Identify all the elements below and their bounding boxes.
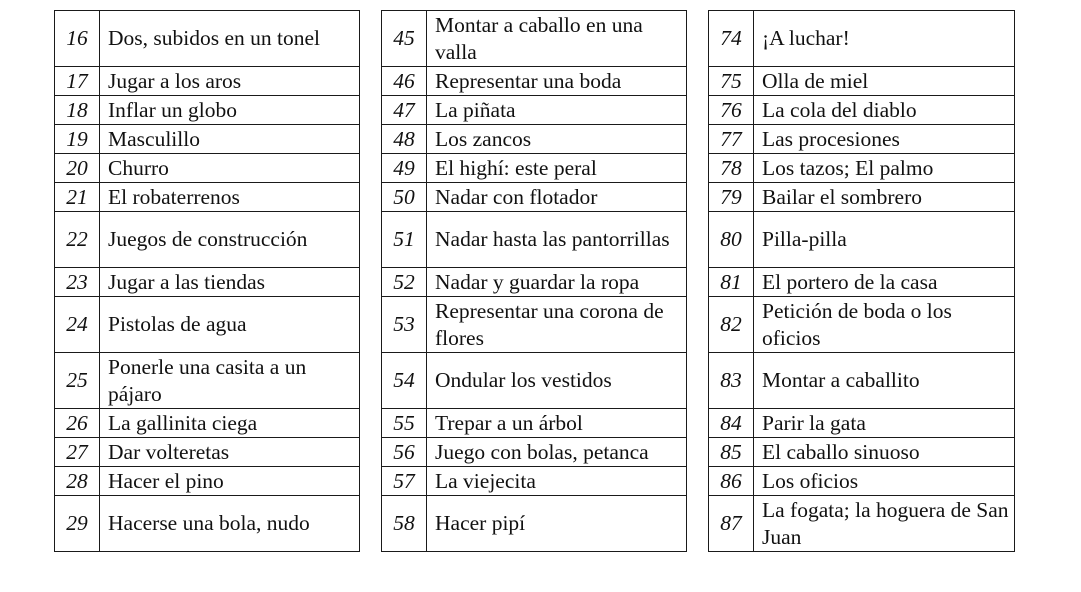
games-table-column-3 xyxy=(708,10,1015,552)
game-name: Parir la gata xyxy=(754,409,1015,438)
game-name: Nadar hasta las pantorrillas xyxy=(427,212,687,268)
entry-number: 82 xyxy=(709,297,754,353)
game-name: La cola del diablo xyxy=(754,96,1015,125)
table-row xyxy=(709,438,1015,467)
entry-number: 51 xyxy=(382,212,427,268)
table-row xyxy=(55,268,360,297)
game-name: Masculillo xyxy=(100,125,360,154)
game-name: El caballo sinuoso xyxy=(754,438,1015,467)
game-name: ¡A luchar! xyxy=(754,11,1015,67)
table-row xyxy=(55,409,360,438)
entry-number: 24 xyxy=(55,297,100,353)
entry-number: 85 xyxy=(709,438,754,467)
table-row xyxy=(709,212,1015,268)
table-row xyxy=(382,212,687,268)
entry-number: 86 xyxy=(709,467,754,496)
table-row xyxy=(55,96,360,125)
game-name: Churro xyxy=(100,154,360,183)
game-name: Trepar a un árbol xyxy=(427,409,687,438)
entry-number: 27 xyxy=(55,438,100,467)
entry-number: 21 xyxy=(55,183,100,212)
table-row xyxy=(382,125,687,154)
game-name: Montar a caballo en una valla xyxy=(427,11,687,67)
table-row xyxy=(382,183,687,212)
game-name: Las procesiones xyxy=(754,125,1015,154)
table-row xyxy=(55,496,360,552)
table-row xyxy=(709,297,1015,353)
entry-number: 87 xyxy=(709,496,754,552)
entry-number: 19 xyxy=(55,125,100,154)
game-name: Juegos de construcción xyxy=(100,212,360,268)
table-row xyxy=(55,212,360,268)
game-name: Olla de miel xyxy=(754,67,1015,96)
game-name: Pistolas de agua xyxy=(100,297,360,353)
table-row xyxy=(382,353,687,409)
game-name: La viejecita xyxy=(427,467,687,496)
game-name: Dar volteretas xyxy=(100,438,360,467)
games-table-column-2 xyxy=(381,10,687,552)
game-name: Jugar a las tiendas xyxy=(100,268,360,297)
table-row xyxy=(709,353,1015,409)
table-row xyxy=(709,183,1015,212)
game-name: El robaterrenos xyxy=(100,183,360,212)
game-name: Pilla-pilla xyxy=(754,212,1015,268)
game-name: Ponerle una casita a un pájaro xyxy=(100,353,360,409)
entry-number: 77 xyxy=(709,125,754,154)
table-row xyxy=(55,67,360,96)
game-name: Nadar y guardar la ropa xyxy=(427,268,687,297)
entry-number: 25 xyxy=(55,353,100,409)
game-name: Hacer pipí xyxy=(427,496,687,552)
game-name: Los tazos; El palmo xyxy=(754,154,1015,183)
table-row xyxy=(709,268,1015,297)
table-row xyxy=(382,297,687,353)
table-row xyxy=(55,125,360,154)
entry-number: 54 xyxy=(382,353,427,409)
table-row xyxy=(709,496,1015,552)
game-name: Juego con bolas, petanca xyxy=(427,438,687,467)
table-row xyxy=(55,297,360,353)
entry-number: 74 xyxy=(709,11,754,67)
game-name: Dos, subidos en un tonel xyxy=(100,11,360,67)
game-name: Ondular los vestidos xyxy=(427,353,687,409)
entry-number: 16 xyxy=(55,11,100,67)
table-row xyxy=(382,467,687,496)
entry-number: 20 xyxy=(55,154,100,183)
entry-number: 47 xyxy=(382,96,427,125)
table-row xyxy=(55,154,360,183)
entry-number: 78 xyxy=(709,154,754,183)
game-name: Montar a caballito xyxy=(754,353,1015,409)
table-row xyxy=(55,11,360,67)
entry-number: 26 xyxy=(55,409,100,438)
table-row xyxy=(709,467,1015,496)
game-name: Representar una corona de flores xyxy=(427,297,687,353)
game-name: Nadar con flotador xyxy=(427,183,687,212)
entry-number: 79 xyxy=(709,183,754,212)
game-name: Representar una boda xyxy=(427,67,687,96)
games-table-column-1 xyxy=(54,10,360,552)
entry-number: 55 xyxy=(382,409,427,438)
entry-number: 84 xyxy=(709,409,754,438)
entry-number: 83 xyxy=(709,353,754,409)
game-name: Bailar el sombrero xyxy=(754,183,1015,212)
entry-number: 46 xyxy=(382,67,427,96)
entry-number: 56 xyxy=(382,438,427,467)
entry-number: 50 xyxy=(382,183,427,212)
table-row xyxy=(709,96,1015,125)
entry-number: 81 xyxy=(709,268,754,297)
table-row xyxy=(709,67,1015,96)
entry-number: 75 xyxy=(709,67,754,96)
table-row xyxy=(55,183,360,212)
entry-number: 29 xyxy=(55,496,100,552)
table-row xyxy=(55,467,360,496)
game-name: La fogata; la hoguera de San Juan xyxy=(754,496,1015,552)
table-row xyxy=(382,96,687,125)
entry-number: 76 xyxy=(709,96,754,125)
game-name: El portero de la casa xyxy=(754,268,1015,297)
game-name: Los oficios xyxy=(754,467,1015,496)
table-row xyxy=(382,67,687,96)
game-name: Hacerse una bola, nudo xyxy=(100,496,360,552)
entry-number: 52 xyxy=(382,268,427,297)
table-row xyxy=(382,11,687,67)
game-name: Jugar a los aros xyxy=(100,67,360,96)
entry-number: 17 xyxy=(55,67,100,96)
game-name: Petición de boda o los oficios xyxy=(754,297,1015,353)
entry-number: 23 xyxy=(55,268,100,297)
entry-number: 57 xyxy=(382,467,427,496)
entry-number: 28 xyxy=(55,467,100,496)
table-row xyxy=(55,353,360,409)
entry-number: 18 xyxy=(55,96,100,125)
table-row xyxy=(709,409,1015,438)
table-row xyxy=(382,268,687,297)
entry-number: 22 xyxy=(55,212,100,268)
game-name: Los zancos xyxy=(427,125,687,154)
entry-number: 49 xyxy=(382,154,427,183)
game-name: El highí: este peral xyxy=(427,154,687,183)
game-name: Inflar un globo xyxy=(100,96,360,125)
entry-number: 53 xyxy=(382,297,427,353)
entry-number: 80 xyxy=(709,212,754,268)
table-row xyxy=(709,125,1015,154)
table-row xyxy=(382,438,687,467)
table-row xyxy=(709,154,1015,183)
entry-number: 48 xyxy=(382,125,427,154)
table-row xyxy=(382,409,687,438)
table-row xyxy=(382,496,687,552)
table-row xyxy=(55,438,360,467)
game-name: Hacer el pino xyxy=(100,467,360,496)
table-row xyxy=(382,154,687,183)
table-row xyxy=(709,11,1015,67)
game-name: La piñata xyxy=(427,96,687,125)
entry-number: 58 xyxy=(382,496,427,552)
entry-number: 45 xyxy=(382,11,427,67)
game-name: La gallinita ciega xyxy=(100,409,360,438)
